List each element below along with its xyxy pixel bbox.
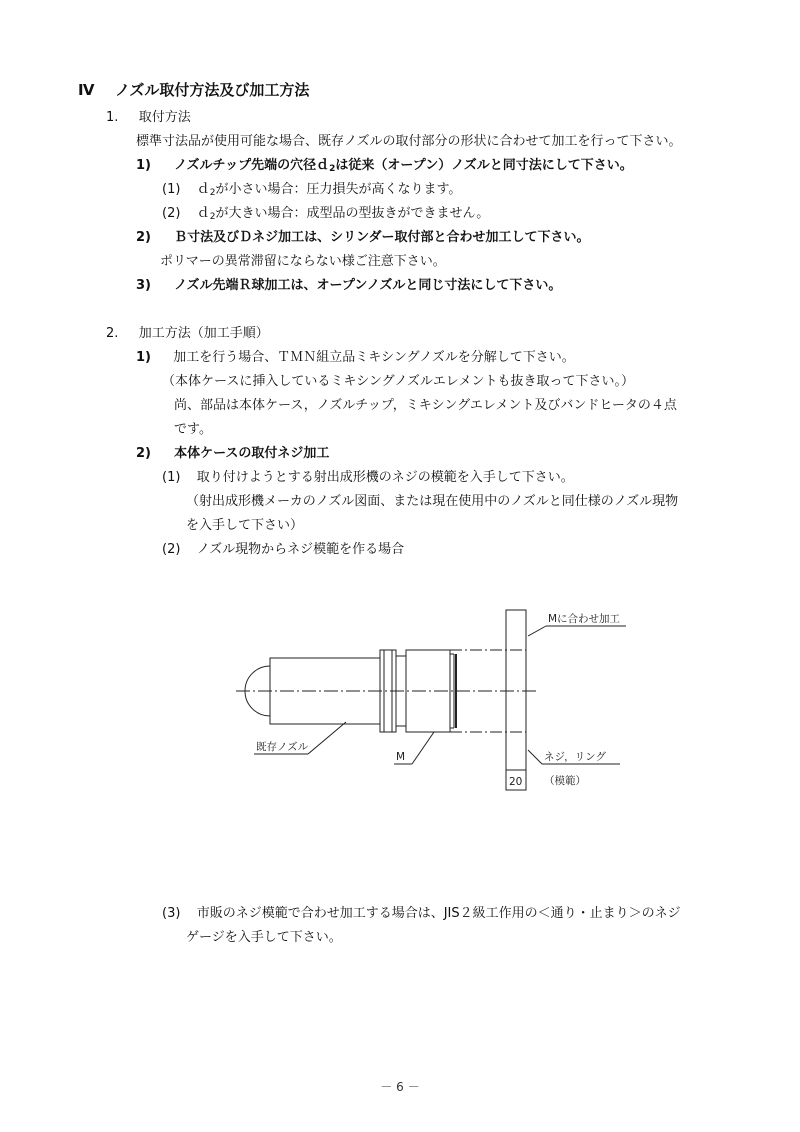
s2-item2-text: 本体ケースの取付ネジ加工	[174, 446, 330, 461]
s2-item2-a-note2: を入手して下さい）	[186, 518, 304, 533]
s2-item2-c-number: (3)	[162, 906, 181, 921]
nozzle-drawing	[228, 604, 648, 800]
s1-item3-text: ノズル先端Ｒ球加工は、オープンノズルと同じ寸法にして下さい。	[174, 278, 562, 293]
s1-item1	[136, 158, 633, 177]
s2-item1-note2: 尚、部品は本体ケース，ノズルチップ，ミキシングエレメント及びバンドヒータの４点	[174, 398, 677, 413]
s1-item1-a-sub: 2	[209, 188, 216, 198]
s2-item1-text: 加工を行う場合、ＴＭＮ組立品ミキシングノズルを分解して下さい。	[173, 350, 575, 365]
s2-item2-b	[162, 542, 404, 558]
s1-item1-text-post: は従来（オープン）ノズルと同寸法にして下さい。	[335, 158, 633, 173]
label-existing-nozzle: 既存ノズル	[256, 741, 309, 753]
label-m-fit: Mに合わせ加工	[548, 613, 621, 625]
s1-item2	[136, 230, 590, 246]
leader-m	[412, 732, 434, 764]
s1-item1-a-number: (1)	[162, 182, 181, 197]
s2-item1-note3: です。	[174, 422, 212, 437]
s2-item2-a-note1: （射出成形機メーカのノズル図面、または現在使用中のノズルと同仕様のノズル現物	[186, 494, 679, 509]
s1-item2-number: 2)	[136, 230, 151, 245]
label-ring-template: （模範）	[544, 775, 586, 787]
s2-item2-number: 2)	[136, 446, 151, 461]
leader-m-fit	[528, 626, 546, 636]
s1-item1-b-sub: 2	[209, 212, 216, 222]
s2-title: 加工方法（加工手順）	[138, 326, 269, 341]
s1-intro: 標準寸法品が使用可能な場合、既存ノズルの取付部分の形状に合わせて加工を行って下さい。	[136, 134, 682, 149]
s2-item2-a-text: 取り付けようとする射出成形機のネジの模範を入手して下さい。	[196, 470, 574, 485]
s1-item1-a-pre: ｄ	[196, 182, 210, 197]
s1-item1-sub: 2	[329, 164, 336, 174]
s2-number: 2.	[106, 326, 119, 341]
label-m: M	[396, 751, 406, 763]
section-title: ノズル取付方法及び加工方法	[114, 81, 310, 99]
s2-item2-c-text1: 市販のネジ模範で合わせ加工する場合は、JIS２級工作用の＜通り・止まり＞のネジ	[196, 906, 681, 921]
thread-ring	[506, 610, 526, 770]
s1-item1-text-pre: ノズルチップ先端の穴径ｄ	[174, 158, 330, 173]
s1-item2-note: ポリマーの異常滞留にならない様ご注意下さい。	[160, 254, 446, 269]
s2-item2-c-text2: ゲージを入手して下さい。	[186, 930, 342, 945]
s1-item1-a-post: が小さい場合：圧力損失が高くなります。	[215, 182, 462, 197]
s1-item1-a	[162, 182, 461, 201]
page-number: － 6 －	[380, 1080, 420, 1094]
s2-item1-number: 1)	[136, 350, 151, 365]
s2-item2-c	[162, 906, 681, 922]
s1-item1-b-post: が大きい場合：成型品の型抜きができません。	[215, 206, 490, 221]
s2-heading	[106, 326, 269, 342]
s1-item3	[136, 278, 561, 294]
section-number: Ⅳ	[78, 81, 95, 99]
s2-item2	[136, 446, 329, 462]
s1-number: 1.	[106, 110, 119, 125]
s2-item1	[136, 350, 575, 366]
s1-item2-text: Ｂ寸法及びＤネジ加工は、シリンダー取付部と合わせ加工して下さい。	[174, 230, 590, 245]
s1-item3-number: 3)	[136, 278, 151, 293]
leader-nozzle	[308, 722, 346, 754]
s1-item1-number: 1)	[136, 158, 151, 173]
s1-heading	[106, 110, 191, 126]
s1-title: 取付方法	[138, 110, 191, 125]
s2-item2-a	[162, 470, 574, 486]
label-dimension: 20	[509, 776, 523, 788]
leader-ring	[528, 750, 542, 764]
s2-item2-a-number: (1)	[162, 470, 181, 485]
label-ring: ネジ，リング	[544, 751, 606, 763]
s1-item1-b	[162, 206, 489, 225]
s2-item2-b-number: (2)	[162, 542, 181, 557]
s2-item2-b-text: ノズル現物からネジ模範を作る場合	[196, 542, 405, 557]
s1-item1-b-number: (2)	[162, 206, 181, 221]
s1-item1-b-pre: ｄ	[196, 206, 210, 221]
section-heading	[78, 82, 309, 98]
s2-item1-note1: （本体ケースに挿入しているミキシングノズルエレメントも抜き取って下さい。）	[162, 374, 634, 389]
